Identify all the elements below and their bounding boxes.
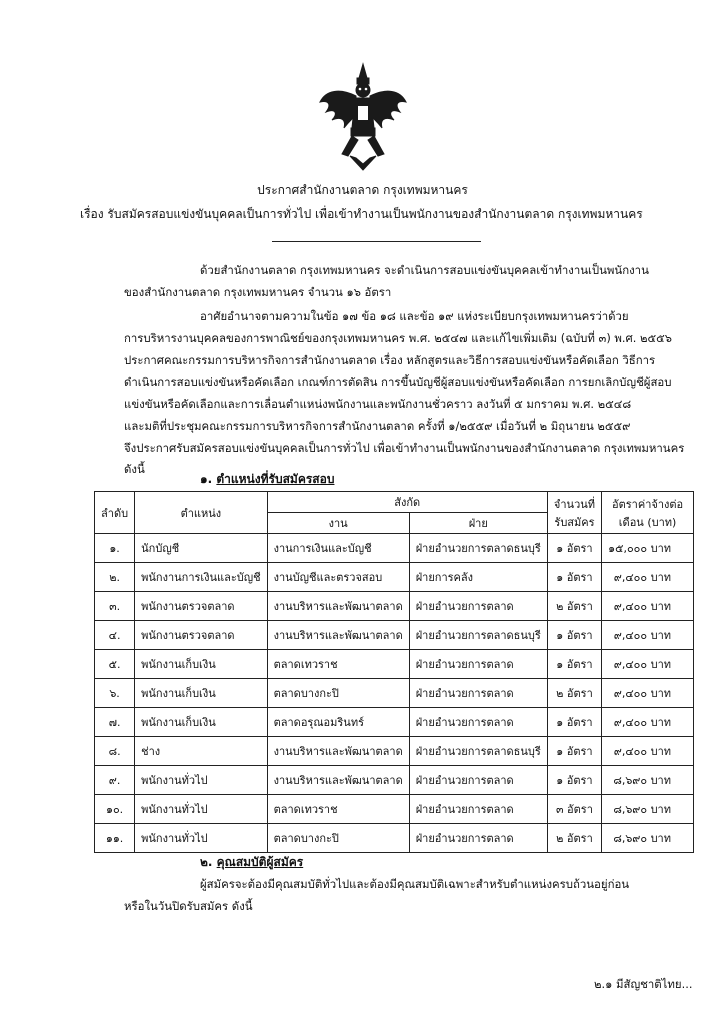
cell-seq: ๔. [95, 621, 135, 650]
paragraph-2-line-8: ดังนี้ [124, 462, 145, 476]
table-row [95, 650, 694, 679]
cell-position: พนักงานทั่วไป [135, 766, 267, 795]
positions-table [94, 491, 694, 853]
cell-position: พนักงานเก็บเงิน [135, 708, 267, 737]
cell-wage: ๙,๔๐๐ บาท [602, 563, 694, 592]
cell-seq: ๘. [95, 737, 135, 766]
section-1-title: ตำแหน่งที่รับสมัครสอบ [216, 472, 335, 486]
cell-wage: ๑๕,๐๐๐ บาท [602, 534, 694, 563]
paragraph-2-line-3: ประกาศคณะกรรมการบริหารกิจการสำนักงานตลาด เรื่อง หลักสูตรและวิธีการสอบแข่งขันหรือคัดเลือก วิธีการ [124, 353, 656, 367]
header-count [547, 492, 601, 534]
cell-unit: งานบริหารและพัฒนาตลาด [267, 592, 409, 621]
cell-seq: ๓. [95, 592, 135, 621]
table-row [95, 766, 694, 795]
header-division: ฝ่าย [409, 513, 547, 534]
cell-count: ๑ อัตรา [547, 563, 601, 592]
paragraph-1-line-2: ของสำนักงานตลาด กรุงเทพมหานคร จำนวน ๑๖ อัตรา [124, 285, 392, 299]
cell-count: ๑ อัตรา [547, 621, 601, 650]
cell-wage: ๘,๖๙๐ บาท [602, 766, 694, 795]
paragraph-2-line-4: ดำเนินการสอบแข่งขันหรือคัดเลือก เกณฑ์การตัดสิน การขึ้นบัญชีผู้สอบแข่งขันหรือคัดเลือก การยกเลิกบัญชีผู้สอบ [124, 375, 672, 389]
cell-count: ๒ อัตรา [547, 592, 601, 621]
section-2-heading [200, 853, 303, 872]
cell-seq: ๕. [95, 650, 135, 679]
paragraph-2-line-6: และมติที่ประชุมคณะกรรมการบริหารกิจการสำนักงานตลาด ครั้งที่ ๑/๒๕๕๙ เมื่อวันที่ ๒ มิถุนายน ๒๕๕๙ [124, 419, 631, 433]
cell-wage: ๙,๔๐๐ บาท [602, 621, 694, 650]
header-wage-line-1: อัตราค่าจ้างต่อ [612, 497, 684, 511]
section-2-number: ๒. [200, 855, 213, 869]
section-1-heading [200, 470, 334, 489]
cell-position: พนักงานการเงินและบัญชี [135, 563, 267, 592]
cell-unit: งานบริหารและพัฒนาตลาด [267, 621, 409, 650]
cell-unit: ตลาดเทวราช [267, 650, 409, 679]
cell-wage: ๙,๔๐๐ บาท [602, 592, 694, 621]
continued-marker: ๒.๑ มีสัญชาติไทย... [594, 977, 693, 991]
cell-wage: ๙,๔๐๐ บาท [602, 737, 694, 766]
cell-unit: งานบริหารและพัฒนาตลาด [267, 766, 409, 795]
header-count-line-1: จำนวนที่ [553, 497, 596, 511]
paragraph-2-line-7: จึงประกาศรับสมัครสอบแข่งขันบุคคลเป็นการทั่วไป เพื่อเข้าทำงานเป็นพนักงานของสำนักงานตลาด กรุงเทพมหานคร [124, 441, 685, 455]
header-seq: ลำดับ [95, 492, 135, 534]
cell-division: ฝ่ายอำนวยการตลาดธนบุรี [409, 534, 547, 563]
cell-unit: งานบัญชีและตรวจสอบ [267, 563, 409, 592]
table-row [95, 795, 694, 824]
cell-division: ฝ่ายอำนวยการตลาดธนบุรี [409, 737, 547, 766]
paragraph-2-line-2: การบริหารงานบุคคลของการพาณิชย์ของกรุงเทพมหานคร พ.ศ. ๒๕๔๗ และแก้ไขเพิ่มเติม (ฉบับที่ ๓) พ.ศ. ๒๕๕๖ [124, 331, 672, 345]
cell-unit: ตลาดบางกะปิ [267, 679, 409, 708]
cell-seq: ๑๐. [95, 795, 135, 824]
cell-position: พนักงานเก็บเงิน [135, 679, 267, 708]
table-row [95, 824, 694, 853]
cell-wage: ๙,๔๐๐ บาท [602, 650, 694, 679]
cell-seq: ๑. [95, 534, 135, 563]
cell-unit: งานบริหารและพัฒนาตลาด [267, 737, 409, 766]
cell-unit: ตลาดเทวราช [267, 795, 409, 824]
cell-count: ๑ อัตรา [547, 650, 601, 679]
cell-count: ๒ อัตรา [547, 824, 601, 853]
paragraph-1-line-1: ด้วยสำนักงานตลาด กรุงเทพมหานคร จะดำเนินการสอบแข่งขันบุคคลเข้าทำงานเป็นพนักงาน [200, 263, 649, 277]
cell-count: ๓ อัตรา [547, 795, 601, 824]
cell-position: พนักงานทั่วไป [135, 824, 267, 853]
header-position: ตำแหน่ง [135, 492, 267, 534]
table-row [95, 708, 694, 737]
paragraph-2-line-1: อาศัยอำนาจตามความในข้อ ๑๗ ข้อ ๑๘ และข้อ ๑๙ แห่งระเบียบกรุงเทพมหานครว่าด้วย [200, 309, 629, 323]
cell-division: ฝ่ายอำนวยการตลาด [409, 650, 547, 679]
cell-position: นักบัญชี [135, 534, 267, 563]
paragraph-2-line-5: แข่งขันหรือคัดเลือกและการเลื่อนตำแหน่งพนักงานและพนักงานชั่วคราว ลงวันที่ ๕ มกราคม พ.ศ. ๒๕๔๘ [124, 397, 632, 411]
cell-unit: ตลาดบางกะปิ [267, 824, 409, 853]
table-row [95, 563, 694, 592]
section-2-line-1: ผู้สมัครจะต้องมีคุณสมบัติทั่วไปและต้องมีคุณสมบัติเฉพาะสำหรับตำแหน่งครบถ้วนอยู่ก่อน [200, 877, 630, 891]
header-affiliation: สังกัด [267, 492, 547, 513]
cell-count: ๑ อัตรา [547, 708, 601, 737]
cell-division: ฝ่ายอำนวยการตลาด [409, 708, 547, 737]
cell-unit: งานการเงินและบัญชี [267, 534, 409, 563]
header-wage-line-2: เดือน (บาท) [618, 515, 677, 529]
cell-division: ฝ่ายอำนวยการตลาด [409, 795, 547, 824]
cell-position: พนักงานเก็บเงิน [135, 650, 267, 679]
cell-seq: ๖. [95, 679, 135, 708]
garuda-emblem-icon [318, 62, 408, 172]
cell-wage: ๘,๖๙๐ บาท [602, 824, 694, 853]
cell-position: ช่าง [135, 737, 267, 766]
cell-unit: ตลาดอรุณอมรินทร์ [267, 708, 409, 737]
section-1-number: ๑. [200, 472, 213, 486]
header-wage [602, 492, 694, 534]
cell-count: ๑ อัตรา [547, 534, 601, 563]
table-row [95, 534, 694, 563]
announcement-subject: เรื่อง รับสมัครสอบแข่งขันบุคคลเป็นการทั่วไป เพื่อเข้าทำงานเป็นพนักงานของสำนักงานตลาด กรุงเทพมหานคร [80, 207, 643, 221]
cell-division: ฝ่ายอำนวยการตลาด [409, 824, 547, 853]
cell-wage: ๘,๖๙๐ บาท [602, 795, 694, 824]
cell-position: พนักงานทั่วไป [135, 795, 267, 824]
cell-seq: ๙. [95, 766, 135, 795]
cell-seq: ๒. [95, 563, 135, 592]
cell-wage: ๙,๔๐๐ บาท [602, 708, 694, 737]
cell-division: ฝ่ายอำนวยการตลาด [409, 679, 547, 708]
table-row [95, 621, 694, 650]
cell-division: ฝ่ายอำนวยการตลาด [409, 592, 547, 621]
cell-division: ฝ่ายอำนวยการตลาด [409, 766, 547, 795]
cell-seq: ๑๑. [95, 824, 135, 853]
cell-count: ๑ อัตรา [547, 737, 601, 766]
announcement-title: ประกาศสำนักงานตลาด กรุงเทพมหานคร [257, 183, 468, 197]
header-divider [272, 241, 481, 242]
cell-division: ฝ่ายอำนวยการตลาดธนบุรี [409, 621, 547, 650]
table-row [95, 679, 694, 708]
cell-position: พนักงานตรวจตลาด [135, 621, 267, 650]
table-row [95, 592, 694, 621]
cell-count: ๑ อัตรา [547, 766, 601, 795]
cell-seq: ๗. [95, 708, 135, 737]
cell-count: ๒ อัตรา [547, 679, 601, 708]
table-row [95, 737, 694, 766]
section-2-line-2: หรือในวันปิดรับสมัคร ดังนี้ [124, 899, 253, 913]
cell-position: พนักงานตรวจตลาด [135, 592, 267, 621]
header-count-line-2: รับสมัคร [554, 515, 595, 529]
cell-division: ฝ่ายการคลัง [409, 563, 547, 592]
cell-wage: ๙,๔๐๐ บาท [602, 679, 694, 708]
header-unit: งาน [267, 513, 409, 534]
section-2-title: คุณสมบัติผู้สมัคร [216, 855, 304, 869]
